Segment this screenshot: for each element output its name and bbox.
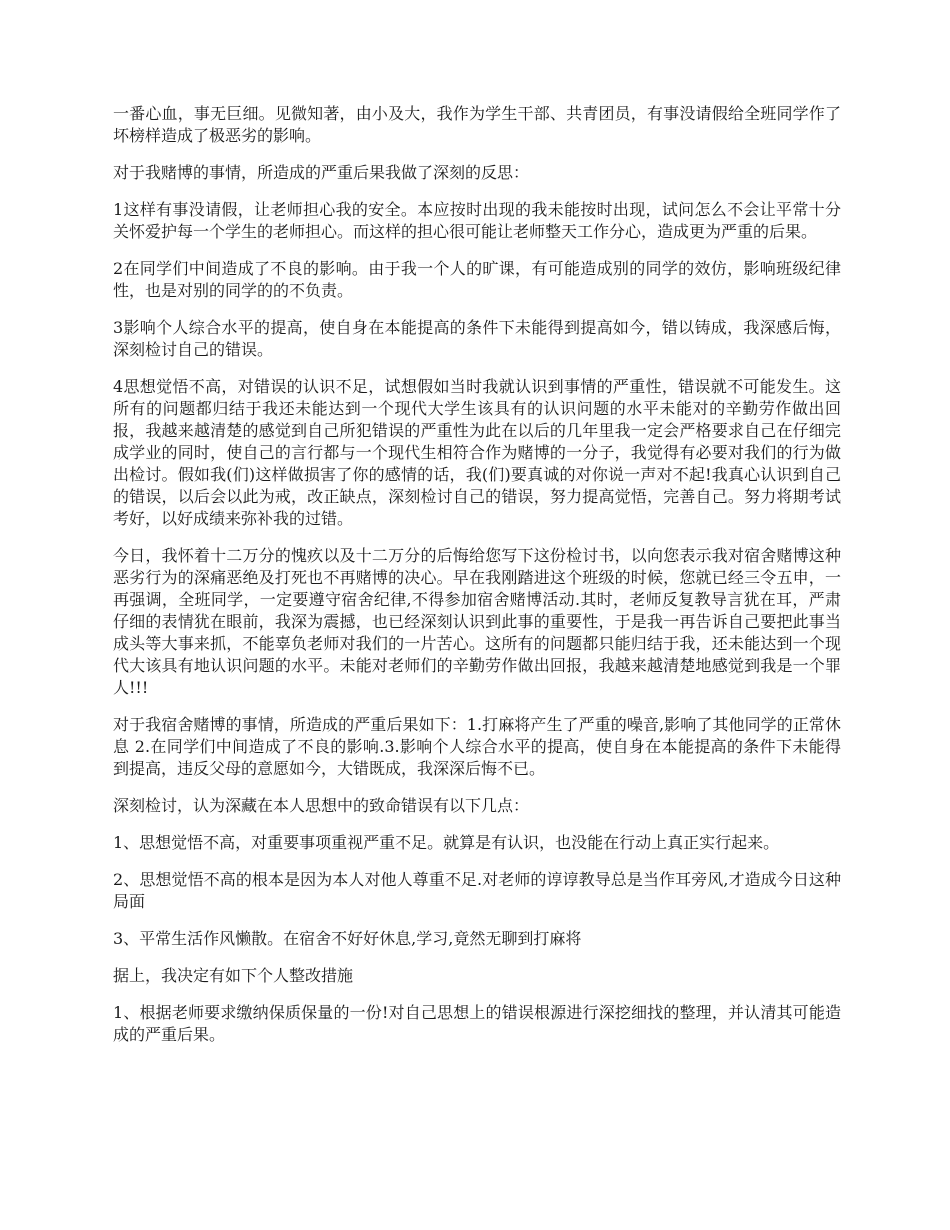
paragraph: 2在同学们中间造成了不良的影响。由于我一个人的旷课，有可能造成别的同学的效仿，影响班级纪律性，也是对别的同学的的不负责。 — [113, 259, 841, 300]
paragraph: 一番心血，事无巨细。见微知著，由小及大，我作为学生干部、共青团员，有事没请假给全班同学作了坏榜样造成了极恶劣的影响。 — [113, 104, 841, 145]
paragraph: 今日，我怀着十二万分的愧疚以及十二万分的后悔给您写下这份检讨书，以向您表示我对宿舍赌博这种恶劣行为的深痛恶绝及打死也不再赌博的决心。早在我刚踏进这个班级的时候，您就已经三令五申，一再强调，全班同学，一定要遵守宿舍纪律,不得参加宿舍赌博活动.其时，老师反复教导言犹在耳，严肃仔细的表情犹在眼前，我深为震撼，也已经深刻认识到此事的重要性，于是我一再告诉自己要把此事当成头等大事来抓，不能辜负老师对我们的一片苦心。这所有的问题都只能归结于我，还未能达到一个现代大该具有地认识问题的水平。未能对老师们的辛勤劳作做出回报，我越来越清楚地感觉到我是一个罪人!!! — [113, 546, 841, 697]
paragraph: 2、思想觉悟不高的根本是因为本人对他人尊重不足.对老师的谆谆教导总是当作耳旁风,才造成今日这种局面 — [113, 870, 841, 911]
paragraph: 深刻检讨，认为深藏在本人思想中的致命错误有以下几点： — [113, 796, 530, 815]
paragraph: 1、思想觉悟不高，对重要事项重视严重不足。就算是有认识，也没能在行动上真正实行起来。 — [113, 833, 780, 852]
paragraph: 4思想觉悟不高，对错误的认识不足，试想假如当时我就认识到事情的严重性，错误就不可能发生。这所有的问题都归结于我还未能达到一个现代大学生该具有的认识问题的水平未能对的辛勤劳作做出回报，我越来越清楚的感觉到自己所犯错误的严重性为此在以后的几年里我一定会严格要求自己在仔细完成学业的同时，使自己的言行都与一个现代生相符合作为赌博的一分子，我觉得有必要对我们的行为做出检讨。假如我(们)这样做损害了你的感情的话，我(们)要真诚的对你说一声对不起!我真心认识到自己的错误，以后会以此为戒，改正缺点，深刻检讨自己的错误，努力提高觉悟，完善自己。努力将期考试考好，以好成绩来弥补我的过错。 — [113, 377, 841, 528]
paragraph: 1、根据老师要求缴纳保质保量的一份!对自己思想上的错误根源进行深挖细找的整理，并认清其可能造成的严重后果。 — [113, 1003, 841, 1044]
paragraph: 1这样有事没请假，让老师担心我的安全。本应按时出现的我未能按时出现，试问怎么不会让平常十分关怀爱护每一个学生的老师担心。而这样的担心很可能让老师整天工作分心，造成更为严重的后果。 — [113, 200, 841, 241]
paragraph: 对于我赌博的事情，所造成的严重后果我做了深刻的反思： — [113, 163, 530, 182]
paragraph: 3影响个人综合水平的提高，使自身在本能提高的条件下未能得到提高如今，错以铸成，我深感后悔，深刻检讨自己的错误。 — [113, 318, 841, 359]
document-body — [113, 103, 841, 1061]
paragraph: 对于我宿舍赌博的事情，所造成的严重后果如下：1.打麻将产生了严重的噪音,影响了其他同学的正常休息 2.在同学们中间造成了不良的影响.3.影响个人综合水平的提高，使自身在本能提高的条件下未能得到提高，违反父母的意愿如今，大错既成，我深深后悔不已。 — [113, 715, 841, 778]
paragraph: 3、平常生活作风懒散。在宿舍不好好休息,学习,竟然无聊到打麻将 — [113, 929, 582, 948]
paragraph: 据上，我决定有如下个人整改措施 — [113, 966, 354, 985]
